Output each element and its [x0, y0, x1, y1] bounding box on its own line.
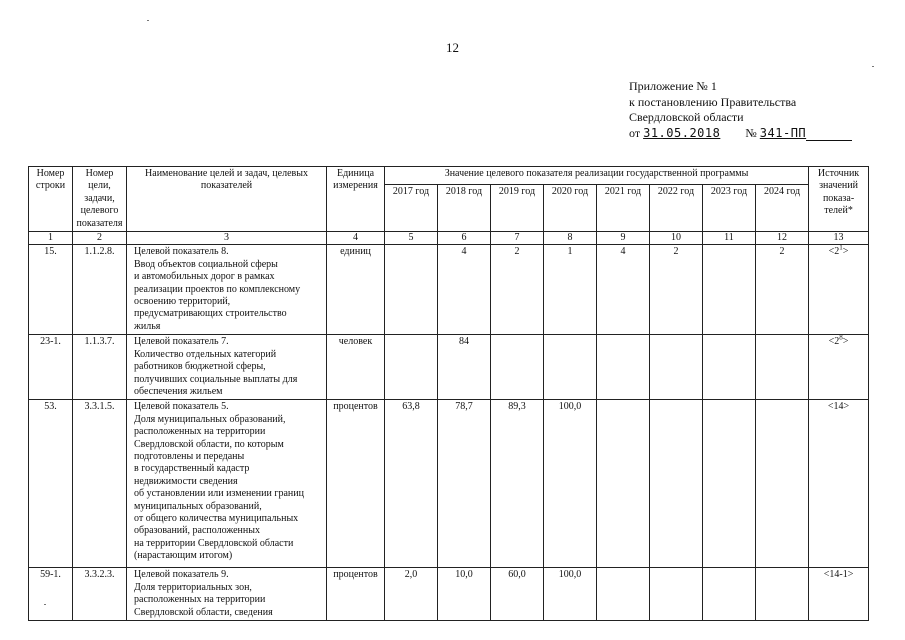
year-value: 84 — [438, 335, 491, 400]
unit: процентов — [327, 400, 385, 568]
year-value: 2 — [491, 245, 544, 335]
header-unit: Единица измерения — [327, 167, 385, 232]
appendix-title: Приложение № 1 — [629, 79, 717, 93]
source-ref-text: <2 — [828, 246, 840, 258]
source-ref — [809, 335, 869, 400]
year-value — [385, 245, 438, 335]
source-ref-close: > — [842, 246, 849, 258]
row-number: 53. — [29, 400, 73, 568]
year-value: 10,0 — [438, 568, 491, 621]
source-ref-text: <14-1> — [823, 569, 854, 581]
year-value: 2 — [650, 245, 703, 335]
scan-speck — [872, 66, 874, 67]
signature-line — [806, 130, 852, 141]
source-ref-text: <14> — [827, 401, 850, 413]
column-number: 12 — [756, 232, 809, 245]
indicator-name — [127, 335, 327, 400]
appendix-header — [629, 79, 852, 141]
year-value: 4 — [438, 245, 491, 335]
year-value — [756, 400, 809, 568]
year-value — [544, 335, 597, 400]
row-number: 23-1. — [29, 335, 73, 400]
unit: человек — [327, 335, 385, 400]
date-prefix: от — [629, 125, 641, 140]
scan-speck — [147, 20, 149, 21]
year-value — [703, 568, 756, 621]
year-value: 60,0 — [491, 568, 544, 621]
goal-number: 3.3.1.5. — [73, 400, 127, 568]
header-year: 2019 год — [491, 184, 544, 231]
indicators-table — [28, 166, 869, 621]
header-year: 2020 год — [544, 184, 597, 231]
year-value — [756, 568, 809, 621]
year-value: 2,0 — [385, 568, 438, 621]
row-number: 59-1. — [29, 568, 73, 621]
indicator-name — [127, 568, 327, 621]
source-ref-text: <2 — [828, 336, 840, 348]
column-number: 1 — [29, 232, 73, 245]
indicator-name-text: Целевой показатель 8. Ввод объектов социальной сферы и автомобильных дорог в рамках реализации проектов по комплексному освоению территорий, предусматривающих строительство жилья — [134, 246, 301, 332]
source-ref-superscript: 8 — [839, 334, 843, 342]
header-name: Наименование целей и задач, целевых показателей — [127, 167, 327, 232]
source-ref — [809, 400, 869, 568]
year-value — [597, 400, 650, 568]
header-goal-number: Номер цели, задачи, целевого показателя — [73, 167, 127, 232]
appendix-date-line — [629, 126, 852, 142]
year-value — [650, 400, 703, 568]
header-year: 2024 год — [756, 184, 809, 231]
year-value: 89,3 — [491, 400, 544, 568]
indicator-name — [127, 400, 327, 568]
table-row — [29, 335, 869, 400]
year-value — [385, 335, 438, 400]
column-number: 8 — [544, 232, 597, 245]
appendix-resolution: к постановлению Правительства — [629, 94, 797, 109]
column-number: 6 — [438, 232, 491, 245]
row-number: 15. — [29, 245, 73, 335]
header-values-group: Значение целевого показателя реализации государственной программы — [385, 167, 809, 185]
column-number: 2 — [73, 232, 127, 245]
header-row-number: Номер строки — [29, 167, 73, 232]
column-number: 9 — [597, 232, 650, 245]
table-row — [29, 400, 869, 568]
header-year: 2023 год — [703, 184, 756, 231]
year-value — [703, 335, 756, 400]
column-number: 13 — [809, 232, 869, 245]
page-number: 12 — [446, 40, 459, 55]
year-value: 100,0 — [544, 568, 597, 621]
year-value: 78,7 — [438, 400, 491, 568]
year-value: 63,8 — [385, 400, 438, 568]
header-year: 2017 год — [385, 184, 438, 231]
column-number: 3 — [127, 232, 327, 245]
unit: единиц — [327, 245, 385, 335]
year-value: 100,0 — [544, 400, 597, 568]
scan-speck — [44, 604, 46, 605]
column-number: 5 — [385, 232, 438, 245]
column-number: 4 — [327, 232, 385, 245]
table-row — [29, 568, 869, 621]
header-year: 2018 год — [438, 184, 491, 231]
goal-number: 3.3.2.3. — [73, 568, 127, 621]
goal-number: 1.1.2.8. — [73, 245, 127, 335]
year-value: 4 — [597, 245, 650, 335]
decree-date: 31.05.2018 — [643, 125, 721, 140]
table-row — [29, 245, 869, 335]
year-value — [491, 335, 544, 400]
goal-number: 1.1.3.7. — [73, 335, 127, 400]
year-value — [650, 568, 703, 621]
column-number: 10 — [650, 232, 703, 245]
number-prefix: № — [745, 125, 757, 140]
indicator-name-text: Целевой показатель 5. Доля муниципальных образований, расположенных на территории Свердловской области, по которым подготовлены и переданы в государственный кадастр недвижимости сведения об установлении или изменении границ муниципальных образований, от общего количества муниципальных образований, расположенных на территории Свердловской области (нарастающим итогом) — [134, 401, 304, 562]
source-ref — [809, 568, 869, 621]
appendix-region: Свердловской области — [629, 110, 744, 124]
unit: процентов — [327, 568, 385, 621]
year-value: 1 — [544, 245, 597, 335]
indicator-name — [127, 245, 327, 335]
year-value — [756, 335, 809, 400]
header-source: Источник значений показа-телей* — [809, 167, 869, 232]
column-number: 7 — [491, 232, 544, 245]
indicator-name-text: Целевой показатель 9. Доля территориальных зон, расположенных на территории Свердловской области, сведения — [134, 569, 273, 618]
column-numbers-row — [29, 232, 869, 245]
source-ref-close: > — [842, 336, 849, 348]
year-value — [597, 568, 650, 621]
year-value — [703, 400, 756, 568]
year-value — [703, 245, 756, 335]
header-year: 2021 год — [597, 184, 650, 231]
decree-number: 341-ПП — [759, 125, 807, 140]
year-value — [650, 335, 703, 400]
header-row-1 — [29, 167, 869, 185]
column-number: 11 — [703, 232, 756, 245]
header-year: 2022 год — [650, 184, 703, 231]
year-value — [597, 335, 650, 400]
source-ref — [809, 245, 869, 335]
indicator-name-text: Целевой показатель 7. Количество отдельных категорий работников бюджетной сферы, получивших социальные выплаты для обеспечения жильем — [134, 336, 298, 397]
year-value: 2 — [756, 245, 809, 335]
table-body — [29, 245, 869, 621]
source-ref-superscript: 1 — [839, 244, 843, 253]
